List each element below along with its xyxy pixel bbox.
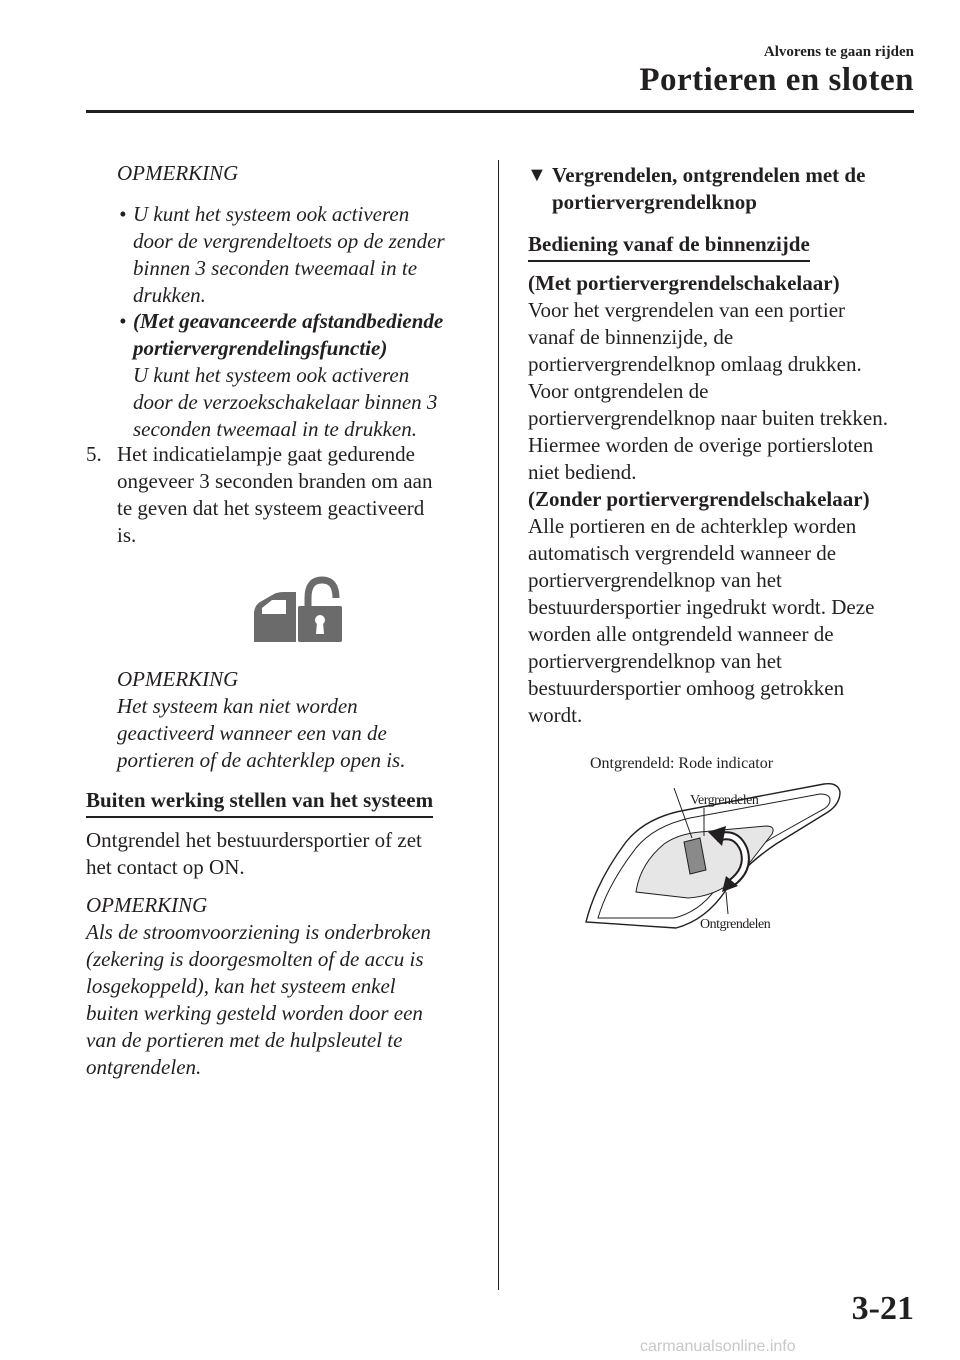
- text-line: door de vergrendeltoets op de zender: [133, 229, 445, 253]
- section-heading-inside: Bediening vanaf de binnenzijde: [528, 231, 810, 262]
- text-line: wordt.: [528, 703, 583, 727]
- text-line: drukken.: [133, 283, 206, 307]
- header-rule: [86, 110, 914, 113]
- text-line: seconden tweemaal in te drukken.: [133, 417, 417, 441]
- text-line: te geven dat het systeem geactiveerd: [117, 496, 425, 520]
- text-line: (Met geavanceerde afstandbediende: [133, 309, 444, 333]
- page-title: Portieren en sloten: [639, 62, 914, 98]
- text-line: portiervergrendelknop van het: [528, 568, 782, 592]
- text-line: portiervergrendelknop omlaag drukken.: [528, 352, 862, 376]
- text-line: portiervergrendelknop naar buiten trekken.: [528, 406, 888, 430]
- right-heading: [552, 162, 922, 216]
- figure-label-unlock: Ontgrendelen: [700, 917, 771, 932]
- header-section: Alvorens te gaan rijden: [763, 44, 914, 60]
- text-line: portiervergrendelingsfunctie): [133, 336, 388, 360]
- text-line: Het systeem kan niet worden: [117, 694, 358, 718]
- figure-label-lock: Vergrendelen: [690, 793, 759, 808]
- figure-label-red-indicator: Ontgrendeld: Rode indicator: [590, 755, 774, 772]
- text-line: Ontgrendel het bestuurdersportier of zet: [86, 828, 422, 852]
- page-number: 3-21: [851, 1290, 914, 1327]
- text-line: ongeveer 3 seconden branden om aan: [117, 469, 433, 493]
- note1-bullet2: [119, 308, 493, 443]
- text-line: worden alle ontgrendeld wanneer de: [528, 622, 834, 646]
- text-line: Alle portieren en de achterklep worden: [528, 514, 857, 538]
- text-line: Vergrendelen, ontgrendelen met de: [552, 163, 866, 187]
- bullet-dot: •: [119, 309, 127, 333]
- text-line: portieren of de achterklep open is.: [117, 748, 406, 772]
- text-line: portiervergrendelknop: [552, 190, 757, 214]
- text-line: is.: [117, 523, 137, 547]
- text-line: binnen 3 seconden tweemaal in te: [133, 256, 418, 280]
- with-switch-label: (Met portiervergrendelschakelaar): [528, 271, 840, 295]
- without-switch-label: (Zonder portiervergrendelschakelaar): [528, 487, 870, 511]
- note2-text: [117, 693, 492, 774]
- step5-text: [117, 441, 492, 549]
- watermark: carmanualsonline.info: [640, 1338, 796, 1355]
- text-line: Hiermee worden de overige portiersloten: [528, 433, 874, 457]
- note3-text: [86, 919, 491, 1081]
- deactivate-text: [86, 827, 491, 881]
- door-lock-knob-figure: [576, 772, 866, 942]
- text-line: U kunt het systeem ook activeren: [133, 363, 410, 387]
- text-line: geactiveerd wanneer een van de: [117, 721, 387, 745]
- text-line: (zekering is doorgesmolten of de accu is: [86, 947, 424, 971]
- text-line: Als de stroomvoorziening is onderbroken: [86, 920, 431, 944]
- text-line: ontgrendelen.: [86, 1055, 202, 1079]
- security-indicator-icon: [250, 576, 344, 646]
- heading-marker: ▼: [527, 164, 547, 186]
- text-line: bestuurdersportier omhoog getrokken: [528, 676, 845, 700]
- step5-number: 5.: [86, 442, 102, 466]
- section-heading-deactivate: Buiten werking stellen van het systeem: [86, 787, 433, 818]
- para-with-switch: [528, 297, 920, 486]
- note1-bullet1: [119, 201, 493, 309]
- text-line: automatisch vergrendeld wanneer de: [528, 541, 837, 565]
- text-line: Voor het vergrendelen van een portier: [528, 298, 846, 322]
- para-without-switch: [528, 513, 920, 729]
- text-line: door de verzoekschakelaar binnen 3: [133, 390, 438, 414]
- note2-heading: OPMERKING: [117, 667, 239, 691]
- text-line: Het indicatielampje gaat gedurende: [117, 442, 415, 466]
- text-line: Voor ontgrendelen de: [528, 379, 709, 403]
- note3-heading: OPMERKING: [86, 893, 208, 917]
- text-line: bestuurdersportier ingedrukt wordt. Deze: [528, 595, 875, 619]
- bullet-dot: •: [119, 202, 127, 226]
- text-line: buiten werking gesteld worden door een: [86, 1001, 423, 1025]
- column-divider: [498, 160, 499, 1290]
- text-line: van de portieren met de hulpsleutel te: [86, 1028, 403, 1052]
- text-line: losgekoppeld), kan het systeem enkel: [86, 974, 396, 998]
- text-line: vanaf de binnenzijde, de: [528, 325, 734, 349]
- text-line: niet bediend.: [528, 460, 637, 484]
- text-line: het contact op ON.: [86, 855, 245, 879]
- note1-heading: OPMERKING: [117, 161, 239, 185]
- text-line: portiervergrendelknop van het: [528, 649, 782, 673]
- text-line: U kunt het systeem ook activeren: [133, 202, 410, 226]
